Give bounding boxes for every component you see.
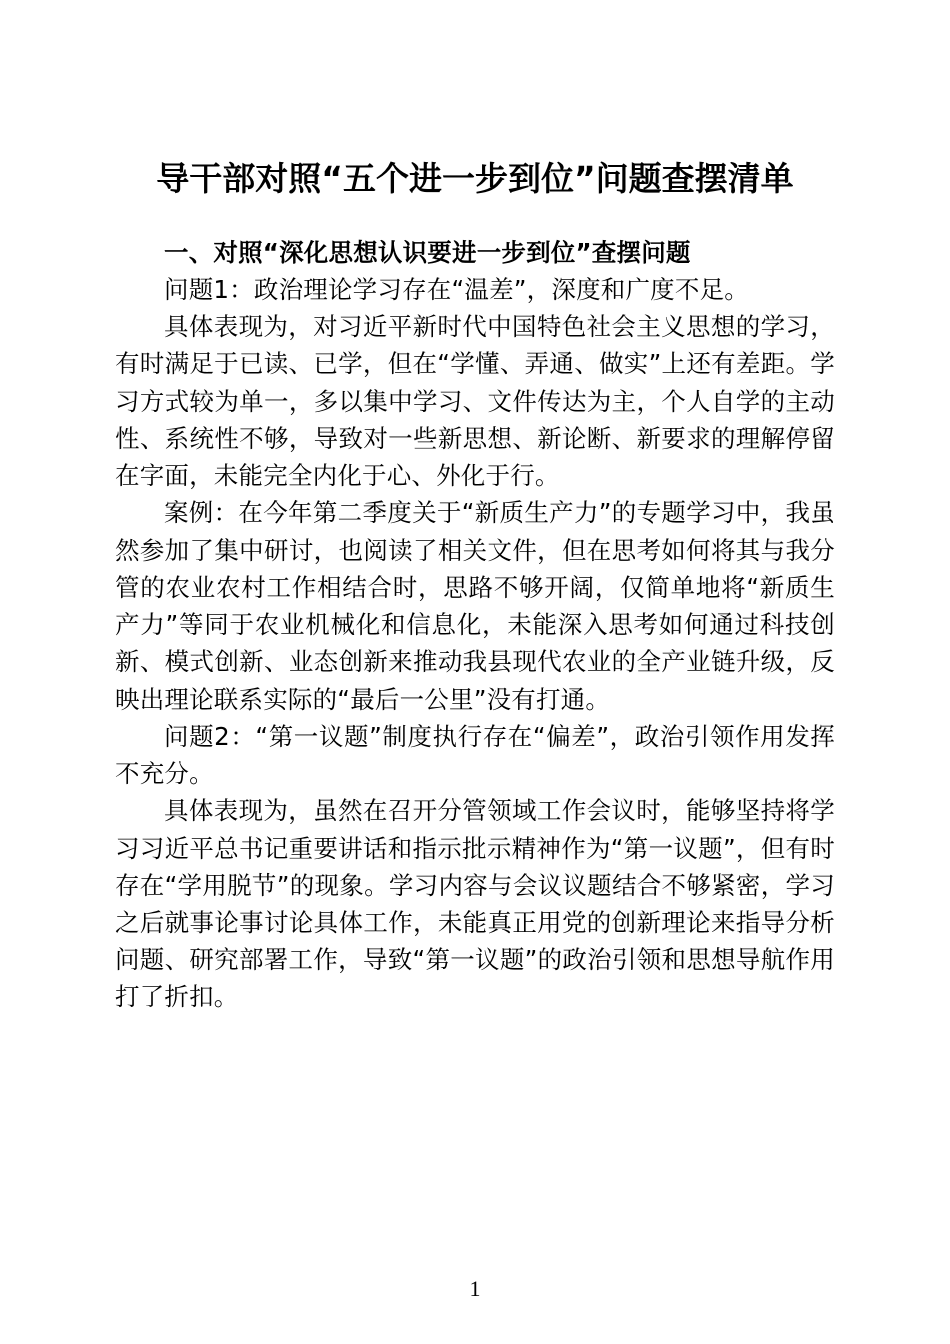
page-title: 导干部对照“五个进一步到位”问题查摆清单 <box>156 159 794 198</box>
paragraph-problem-1: 问题1：政治理论学习存在“温差”，深度和广度不足。 <box>164 274 749 304</box>
paragraph-problem-1-case: 案例：在今年第二季度关于“新质生产力”的专题学习中，我虽然参加了集中研讨，也阅读了相关文件，但在思考如何将其与我分管的农业农村工作相结合时，思路不够开阔，仅简单地将“新质生产力”等同于农业机械化和信息化，未能深入思考如何通过科技创新、模式创新、业态创新来推动我县现代农业的全产业链升级，反映出理论联系实际的“最后一公里”没有打通。 <box>115 498 835 714</box>
page-number: 1 <box>469 1276 481 1301</box>
paragraph-problem-1-detail: 具体表现为，对习近平新时代中国特色社会主义思想的学习，有时满足于已读、已学，但在“学懂、弄通、做实”上还有差距。学习方式较为单一，多以集中学习、文件传达为主，个人自学的主动性、系统性不够，导致对一些新思想、新论断、新要求的理解停留在字面，未能完全内化于心、外化于行。 <box>115 312 835 491</box>
paragraph-problem-2: 问题2：“第一议题”制度执行存在“偏差”，政治引领作用发挥不充分。 <box>115 721 835 789</box>
paragraph-problem-2-detail: 具体表现为，虽然在召开分管领域工作会议时，能够坚持将学习习近平总书记重要讲话和指示批示精神作为“第一议题”，但有时存在“学用脱节”的现象。学习内容与会议议题结合不够紧密，学习之后就事论事讨论具体工作，未能真正用党的创新理论来指导分析问题、研究部署工作，导致“第一议题”的政治引领和思想导航作用打了折扣。 <box>115 796 835 1012</box>
section-heading: 一、对照“深化思想认识要进一步到位”查摆问题 <box>164 237 691 267</box>
document-body <box>115 234 835 1016</box>
